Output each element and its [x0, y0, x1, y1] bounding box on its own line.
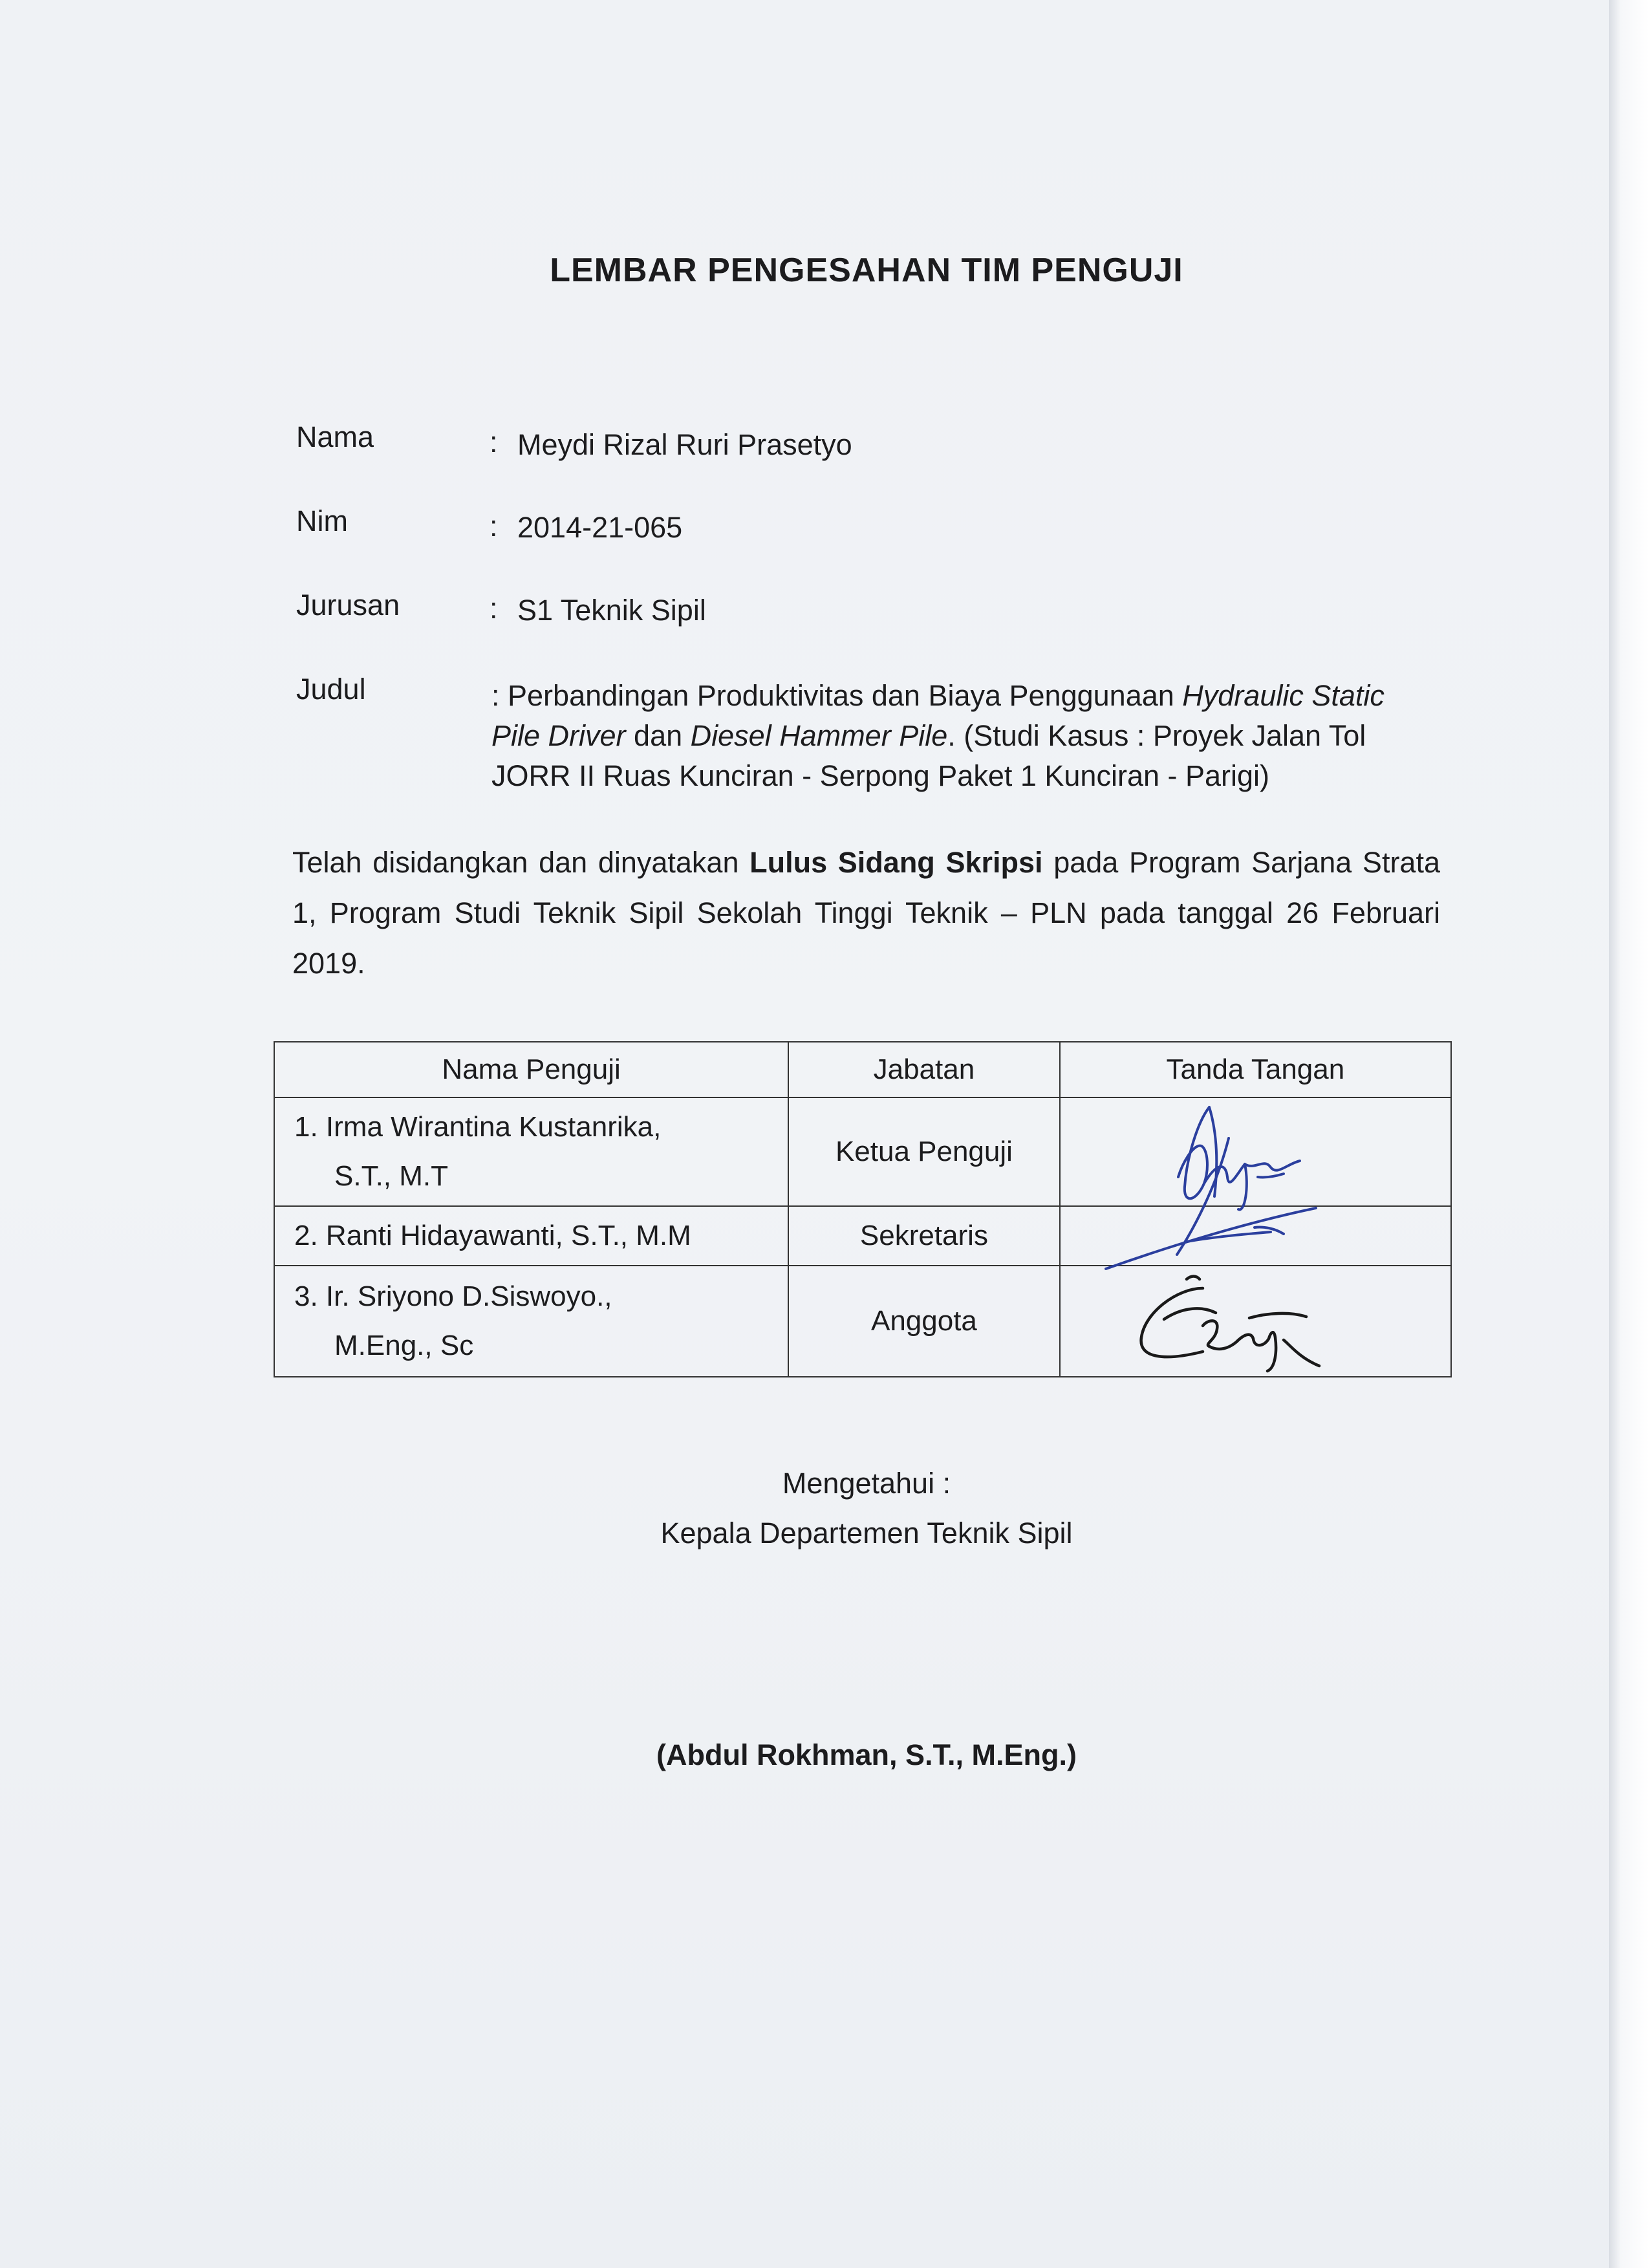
statement-bold: Lulus Sidang Skripsi	[749, 846, 1043, 879]
department-head-name: (Abdul Rokhman, S.T., M.Eng.)	[656, 1738, 1077, 1771]
field-value-jurusan: S1 Teknik Sipil	[517, 594, 706, 627]
table-row	[274, 1266, 1451, 1377]
field-value-nim: 2014-21-065	[517, 511, 683, 544]
field-label-judul: Judul	[296, 673, 366, 706]
column-header: Jabatan	[788, 1042, 1060, 1097]
document-title: LEMBAR PENGESAHAN TIM PENGUJI	[550, 252, 1183, 289]
examiner-role: Ketua Penguji	[788, 1097, 1060, 1206]
field-label-jurusan: Jurusan	[296, 589, 400, 621]
statement-before: Telah disidangkan dan dinyatakan	[292, 846, 750, 879]
examiner-name-line1: 1. Irma Wirantina Kustanrika,	[294, 1111, 662, 1143]
signature-cell	[1060, 1097, 1451, 1206]
table-row	[274, 1097, 1451, 1206]
field-value-judul: : Perbandingan Produktivitas dan Biaya Penggunaan Hydraulic Static Pile Driver dan Diesel Hammer Pile. (Studi Kasus : Proyek Jalan Tol JORR II Ruas Kunciran - Serpong Paket 1 Kunciran - Parigi)	[491, 679, 1385, 792]
statement-after: pada Program Sarjana Strata 1, Program Studi Teknik Sipil Sekolah Tinggi Teknik – PLN pada tanggal 26 Februari 2019.	[292, 846, 1440, 980]
examiner-name	[274, 1097, 788, 1206]
judul-part1: Perbandingan Produktivitas dan Biaya Penggunaan	[508, 679, 1183, 712]
field-label-nim: Nim	[296, 504, 348, 537]
column-header: Nama Penguji	[274, 1042, 788, 1097]
field-colon: :	[490, 592, 498, 625]
field-value-nama: Meydi Rizal Ruri Prasetyo	[517, 428, 852, 461]
judul-part3: . (Studi Kasus : Proyek Jalan Tol JORR II Ruas Kunciran - Serpong Paket 1 Kunciran - Parigi)	[491, 719, 1366, 792]
approval-statement	[292, 837, 1440, 989]
approval-position: Kepala Departemen Teknik Sipil	[660, 1517, 1073, 1550]
table-row	[274, 1206, 1451, 1266]
examiner-name-line2: S.T., M.T	[334, 1160, 448, 1192]
field-colon: :	[490, 426, 498, 459]
examiner-name-line1: 2. Ranti Hidayawanti, S.T., M.M	[294, 1220, 691, 1251]
field-label-nama: Nama	[296, 420, 374, 453]
examiner-table	[274, 1041, 1452, 1377]
field-colon: :	[490, 510, 498, 543]
column-header: Tanda Tangan	[1060, 1042, 1451, 1097]
judul-italic2: Diesel Hammer Pile	[690, 719, 948, 752]
examiner-name-line2: M.Eng., Sc	[334, 1330, 474, 1361]
approval-label: Mengetahui :	[782, 1467, 951, 1500]
judul-part2: dan	[625, 719, 691, 752]
table-header-row	[274, 1042, 1451, 1097]
signature-cell	[1060, 1266, 1451, 1377]
examiner-name	[274, 1266, 788, 1377]
examiner-name	[274, 1206, 788, 1266]
page-edge	[1609, 0, 1649, 2268]
signature-cell	[1060, 1206, 1451, 1266]
judul-italic1: Hydraulic Static Pile Driver	[491, 679, 1385, 752]
examiner-name-line1: 3. Ir. Sriyono D.Siswoyo.,	[294, 1280, 612, 1312]
examiner-role: Anggota	[788, 1266, 1060, 1377]
examiner-role: Sekretaris	[788, 1206, 1060, 1266]
